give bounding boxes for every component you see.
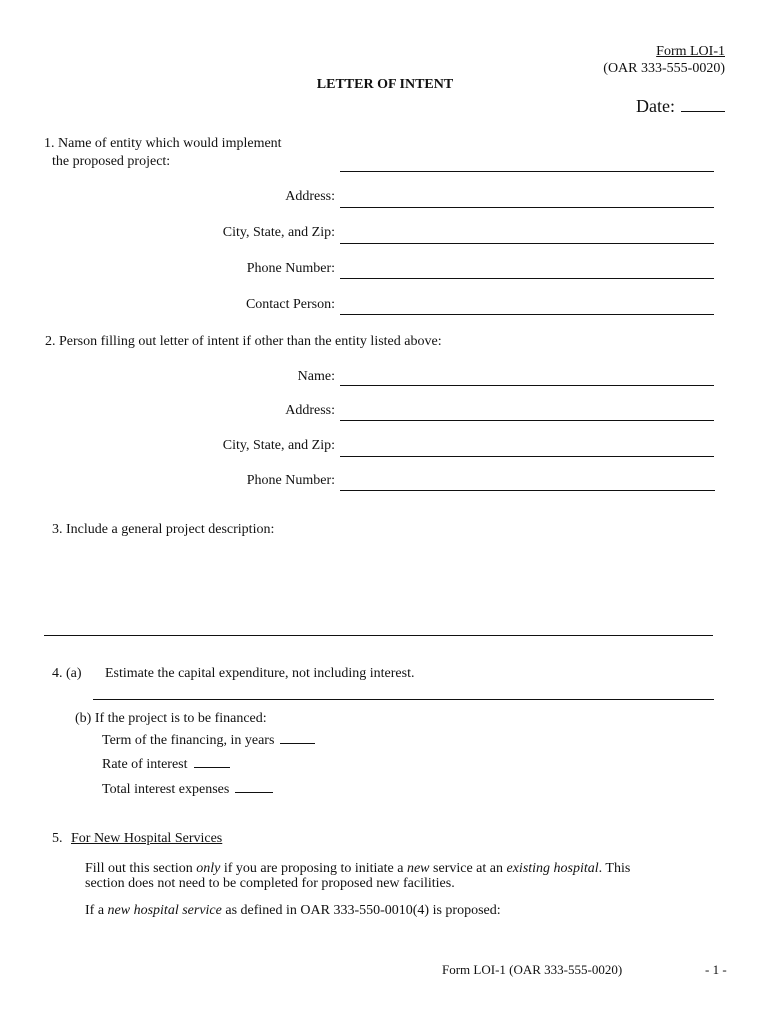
city-state-zip-label: City, State, and Zip: [222, 225, 335, 240]
date-field[interactable] [636, 95, 725, 117]
date-label: Date: [636, 96, 675, 116]
section5-paragraph1: Fill out this section only if you are proposing to initiate a new service at an existing hospital. This [85, 861, 631, 876]
capital-expenditure-field[interactable] [93, 699, 714, 700]
entity-name-field[interactable] [340, 171, 714, 172]
section4a-text: Estimate the capital expenditure, not including interest. [105, 666, 415, 681]
section1-label-line2: the proposed project: [52, 154, 171, 169]
person-phone-label: Phone Number: [246, 473, 335, 488]
section4a-number: 4. (a) [52, 666, 82, 681]
term-field[interactable] [280, 731, 315, 744]
section5-title: For New Hospital Services [71, 831, 223, 846]
entity-contact-field[interactable] [340, 314, 714, 315]
address-label: Address: [285, 189, 335, 204]
total-field[interactable] [235, 780, 273, 793]
rate-row [102, 755, 230, 774]
person-address-label: Address: [285, 403, 335, 418]
section5-number: 5. [52, 831, 63, 846]
section3-heading: 3. Include a general project description: [52, 522, 275, 537]
entity-city-field[interactable] [340, 243, 714, 244]
section1-label-line1: 1. Name of entity which would implement [44, 136, 282, 151]
project-description-field[interactable] [44, 635, 713, 636]
form-id: Form LOI-1 [656, 44, 725, 59]
rate-field[interactable] [194, 755, 230, 768]
section4b-heading: (b) If the project is to be financed: [75, 711, 267, 726]
phone-label: Phone Number: [246, 261, 335, 276]
term-label: Term of the financing, in years [102, 733, 275, 748]
person-city-label: City, State, and Zip: [222, 438, 335, 453]
section5-paragraph2: If a new hospital service as defined in OAR 333-550-0010(4) is proposed: [85, 903, 501, 918]
name-label: Name: [297, 369, 335, 384]
total-row [102, 780, 273, 799]
person-phone-field[interactable] [340, 490, 715, 491]
person-city-field[interactable] [340, 456, 714, 457]
person-name-field[interactable] [340, 385, 714, 386]
entity-phone-field[interactable] [340, 278, 714, 279]
term-row [102, 731, 315, 750]
page-title: LETTER OF INTENT [316, 77, 454, 92]
section2-heading: 2. Person filling out letter of intent if other than the entity listed above: [45, 334, 442, 349]
page-number: - 1 - [705, 962, 727, 977]
oar-reference: (OAR 333-555-0020) [603, 61, 725, 76]
total-label: Total interest expenses [102, 782, 230, 797]
contact-label: Contact Person: [245, 297, 335, 312]
person-address-field[interactable] [340, 420, 714, 421]
section5-paragraph1-line2: section does not need to be completed for proposed new facilities. [85, 876, 455, 891]
entity-address-field[interactable] [340, 207, 714, 208]
footer-form-ref: Form LOI-1 (OAR 333-555-0020) [442, 962, 623, 977]
rate-label: Rate of interest [102, 757, 188, 772]
